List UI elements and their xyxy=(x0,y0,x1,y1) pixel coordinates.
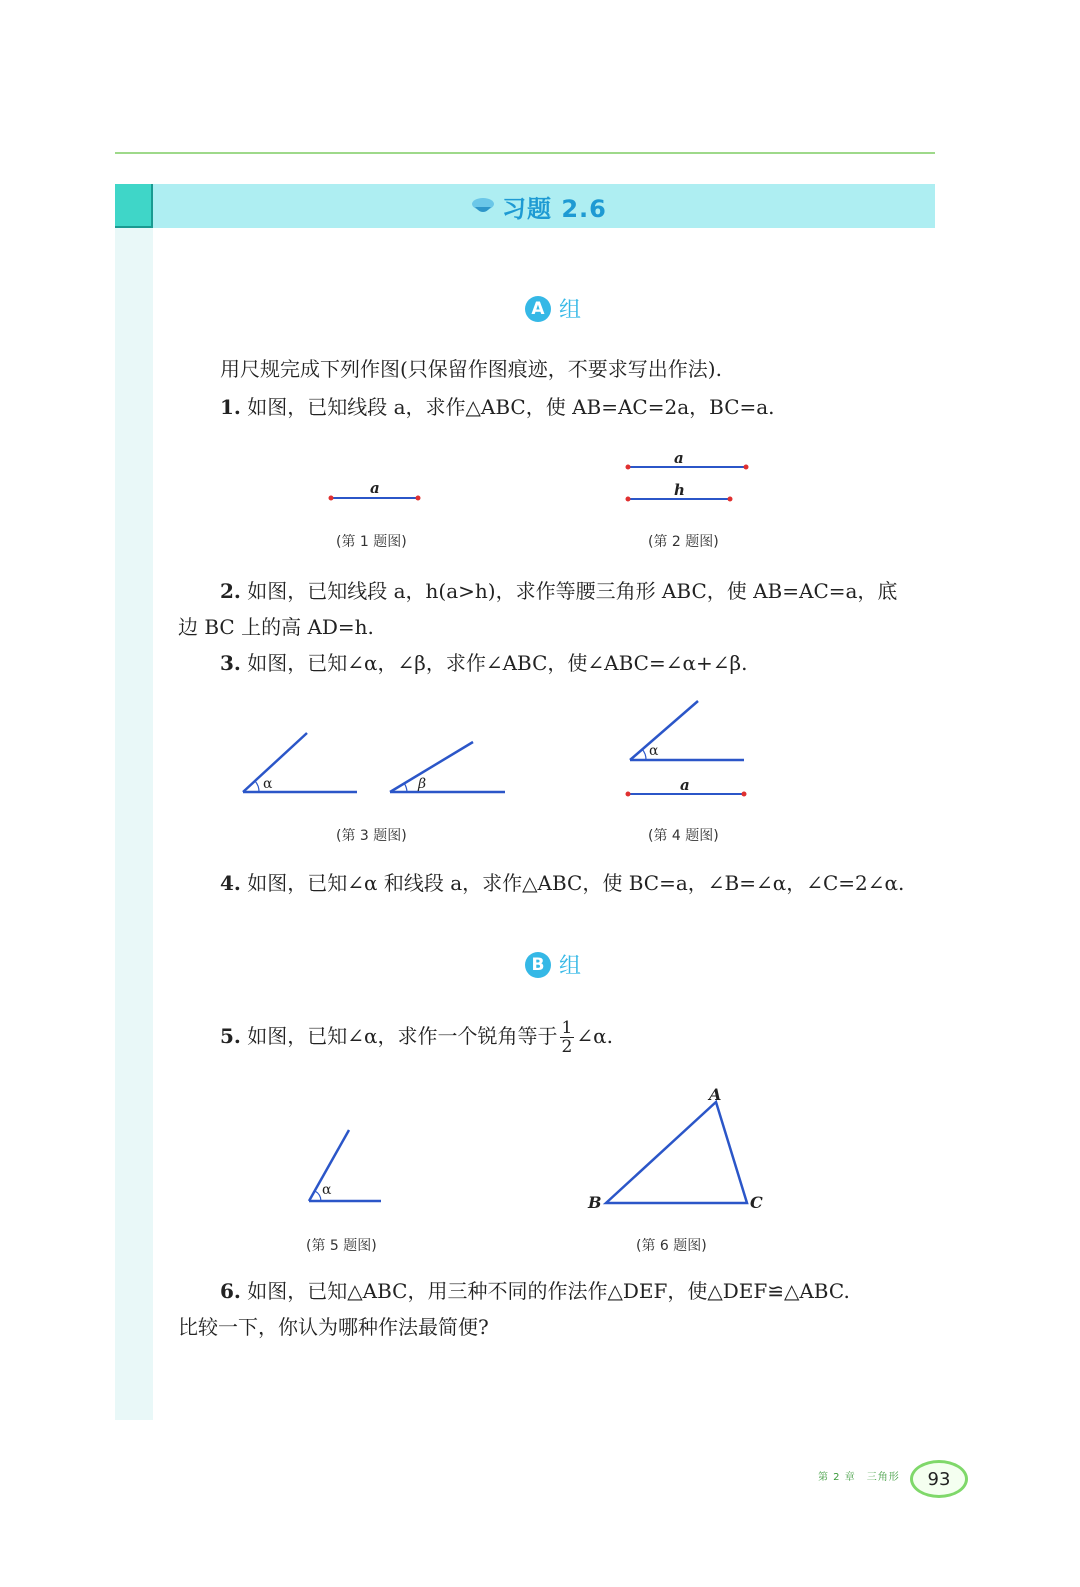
problem-6-text: 如图，已知△ABC，用三种不同的作法作△DEF，使△DEF≌△ABC. xyxy=(247,1279,850,1303)
problem-2-text: 如图，已知线段 a，h(a>h)，求作等腰三角形 ABC，使 AB=AC=a，底 xyxy=(247,579,898,603)
problem-5 xyxy=(220,1018,613,1056)
angle-arc xyxy=(642,749,646,760)
problem-2-line-2: 边 BC 上的高 AD=h. xyxy=(178,615,374,639)
problem-4 xyxy=(220,865,904,901)
fraction-one-half xyxy=(560,1019,575,1056)
problem-1-number: 1. xyxy=(220,395,241,419)
group-b-badge: B xyxy=(525,952,551,978)
problem-4-text: 如图，已知∠α 和线段 a，求作△ABC，使 BC=a，∠B=∠α，∠C=2∠α. xyxy=(247,871,905,895)
angle-beta-ray-2 xyxy=(390,742,473,792)
section-title xyxy=(470,188,607,224)
fraction-denominator: 2 xyxy=(561,1037,573,1057)
problem-3-number: 3. xyxy=(220,651,241,675)
leaf-icon xyxy=(470,195,496,217)
endpoint xyxy=(626,792,631,797)
section-title-text: 习题 2.6 xyxy=(502,194,607,223)
figure-4 xyxy=(620,695,755,805)
intro-text: 用尺规完成下列作图(只保留作图痕迹，不要求写出作法). xyxy=(220,357,722,381)
problem-2-line-1 xyxy=(220,573,897,609)
group-b-heading xyxy=(525,949,581,980)
vertex-label-c: C xyxy=(750,1193,763,1212)
figure-6 xyxy=(580,1080,770,1215)
problem-5-text-before: 如图，已知∠α，求作一个锐角等于 xyxy=(247,1024,558,1048)
label-alpha: α xyxy=(649,743,659,759)
angle-arc xyxy=(255,781,259,792)
endpoint xyxy=(626,497,631,502)
left-margin-strip xyxy=(115,186,153,1420)
angle-alpha-ray-2 xyxy=(630,701,698,760)
page-number: 93 xyxy=(910,1460,968,1498)
figure-2-caption: (第 2 题图) xyxy=(648,534,719,550)
problem-5-number: 5. xyxy=(220,1024,241,1048)
section-header-tab xyxy=(115,184,153,228)
figure-6-caption: (第 6 题图) xyxy=(636,1238,707,1254)
figure-3 xyxy=(235,725,515,800)
figure-2 xyxy=(620,445,755,510)
endpoint xyxy=(744,465,749,470)
problem-6-number: 6. xyxy=(220,1279,241,1303)
angle-alpha-ray-2 xyxy=(243,733,307,792)
problem-1-text: 如图，已知线段 a，求作△ABC，使 AB=AC=2a，BC=a. xyxy=(247,395,775,419)
endpoint xyxy=(329,496,334,501)
problem-3-text: 如图，已知∠α，∠β，求作∠ABC，使∠ABC=∠α+∠β. xyxy=(247,651,748,675)
problem-6-line-1 xyxy=(220,1273,850,1309)
problem-1 xyxy=(220,389,775,425)
problem-2-number: 2. xyxy=(220,579,241,603)
figure-5 xyxy=(300,1125,390,1210)
footer-chapter: 第 2 章 三角形 xyxy=(818,1472,900,1483)
angle-arc xyxy=(404,783,407,792)
figure-4-caption: (第 4 题图) xyxy=(648,828,719,844)
fraction-numerator: 1 xyxy=(561,1018,573,1038)
triangle-abc xyxy=(606,1102,747,1203)
endpoint xyxy=(626,465,631,470)
problem-5-text-after: ∠α. xyxy=(576,1024,613,1048)
label-a: a xyxy=(674,449,684,467)
vertex-label-b: B xyxy=(588,1193,602,1212)
label-alpha: α xyxy=(263,776,273,792)
endpoint xyxy=(742,792,747,797)
group-a-label: 组 xyxy=(559,298,582,323)
label-h: h xyxy=(674,481,685,499)
label-a: a xyxy=(370,479,380,497)
figure-3-caption: (第 3 题图) xyxy=(336,828,407,844)
top-rule xyxy=(115,152,935,154)
endpoint xyxy=(728,497,733,502)
label-beta: β xyxy=(418,776,427,792)
figure-1 xyxy=(320,475,430,510)
group-a-badge: A xyxy=(525,296,551,322)
group-b-label: 组 xyxy=(559,954,582,979)
figure-1-caption: (第 1 题图) xyxy=(336,534,407,550)
problem-3 xyxy=(220,645,747,681)
figure-5-caption: (第 5 题图) xyxy=(306,1238,377,1254)
problem-6-line-2: 比较一下，你认为哪种作法最简便? xyxy=(178,1315,489,1339)
group-a-heading xyxy=(525,293,581,324)
label-alpha: α xyxy=(322,1182,332,1198)
endpoint xyxy=(416,496,421,501)
problem-4-number: 4. xyxy=(220,871,241,895)
angle-arc xyxy=(315,1191,321,1201)
vertex-label-a: A xyxy=(709,1085,722,1104)
label-a: a xyxy=(680,776,690,794)
